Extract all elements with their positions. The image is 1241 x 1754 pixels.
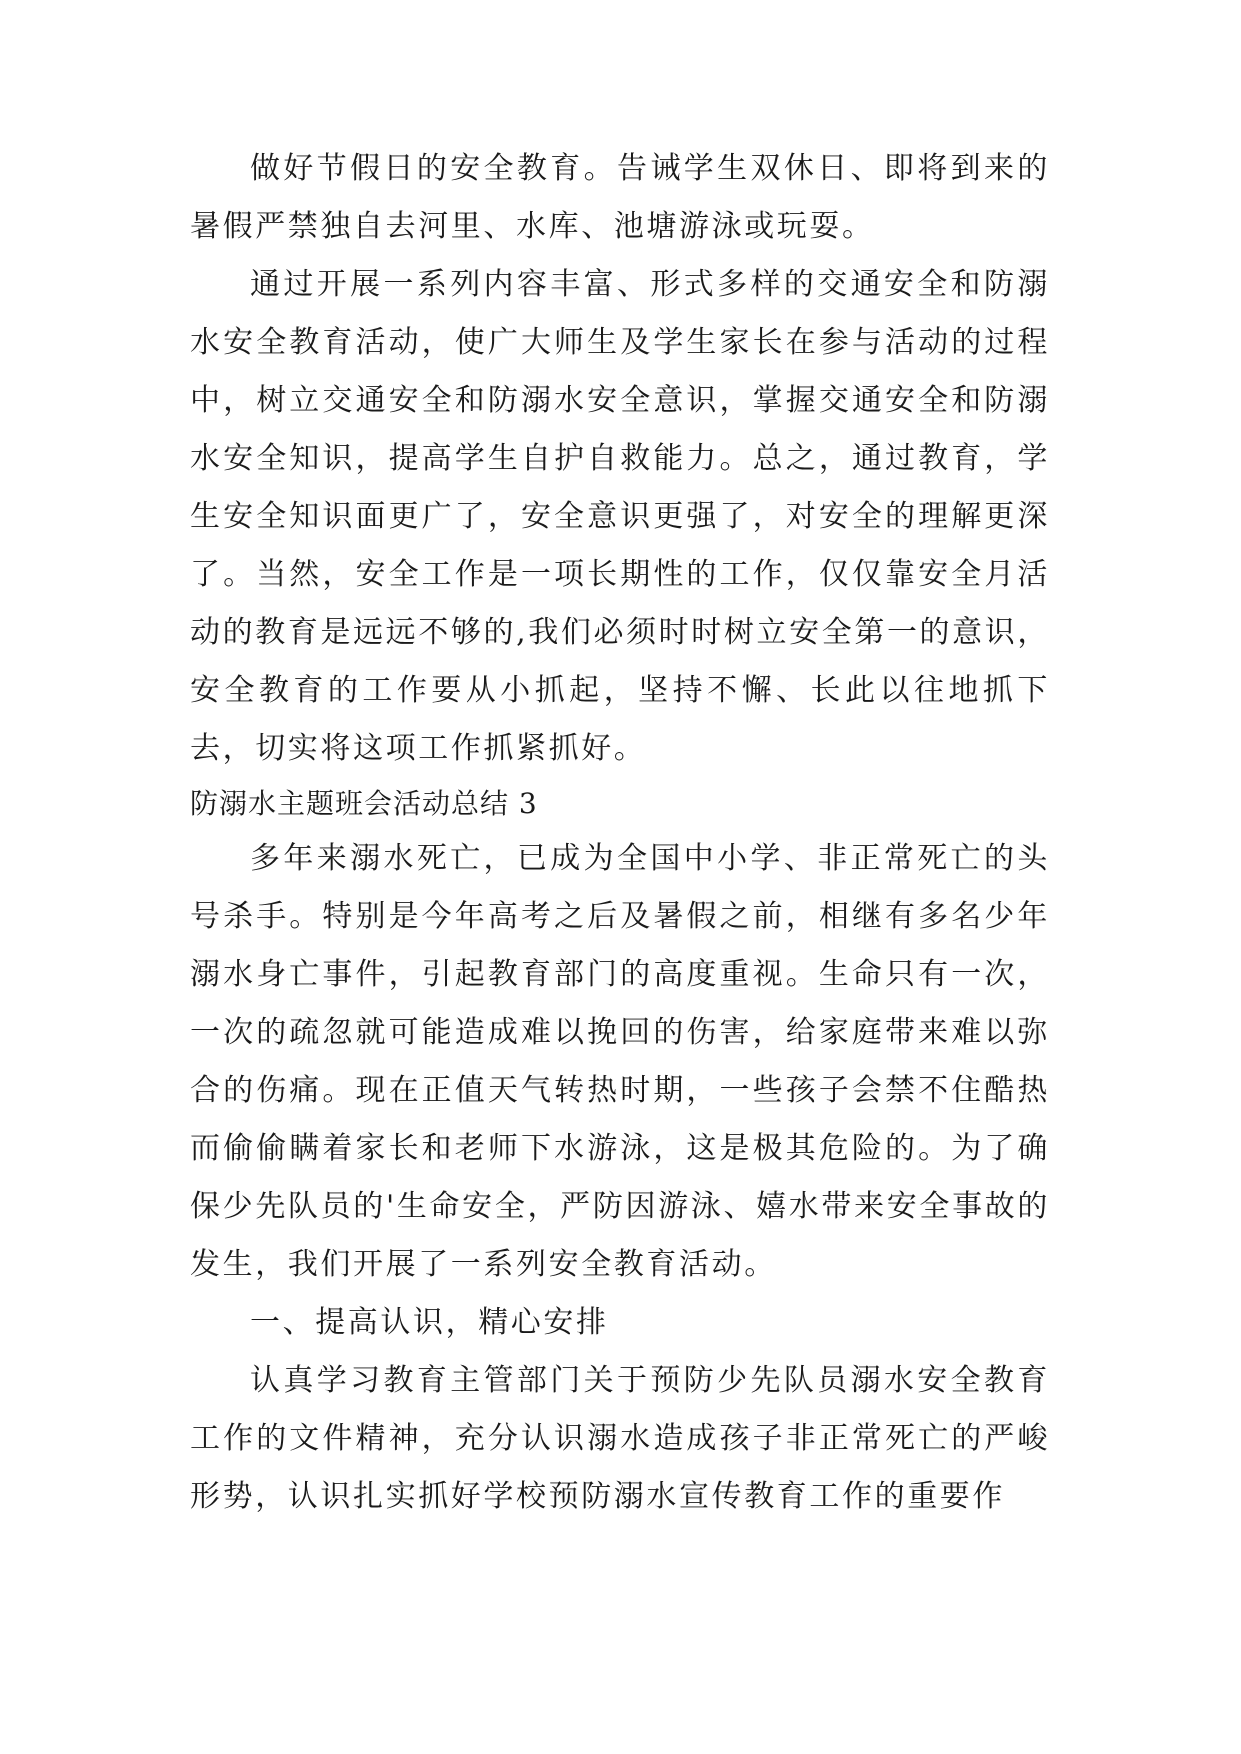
- body-paragraph: 通过开展一系列内容丰富、形式多样的交通安全和防溺水安全教育活动，使广大师生及学生家长在参与活动的过程中，树立交通安全和防溺水安全意识，掌握交通安全和防溺水安全知识，提高学生自护自救能力。总之，通过教育，学生安全知识面更广了，安全意识更强了，对安全的理解更深了。当然，安全工作是一项长期性的工作，仅仅靠安全月活动的教育是远远不够的,我们必须时时树立安全第一的意识，安全教育的工作要从小抓起，坚持不懈、长此以往地抓下去，切实将这项工作抓紧抓好。: [190, 267, 1050, 766]
- section-title: 防溺水主题班会活动总结 3: [190, 787, 538, 820]
- body-paragraph: 多年来溺水死亡，已成为全国中小学、非正常死亡的头号杀手。特别是今年高考之后及暑假之前，相继有多名少年溺水身亡事件，引起教育部门的高度重视。生命只有一次，一次的疏忽就可能造成难以挽回的伤害，给家庭带来难以弥合的伤痛。现在正值天气转热时期，一些孩子会禁不住酷热而偷偷瞒着家长和老师下水游泳，这是极其危险的。为了确保少先队员的'生命安全，严防因游泳、嬉水带来安全事故的发生，我们开展了一系列安全教育活动。: [190, 841, 1050, 1282]
- body-paragraph: 做好节假日的安全教育。告诫学生双休日、即将到来的暑假严禁独自去河里、水库、池塘游泳或玩耍。: [190, 151, 1050, 244]
- document-page: [190, 140, 1050, 1526]
- subheading: 一、提高认识，精心安排: [250, 1305, 609, 1340]
- body-paragraph: 认真学习教育主管部门关于预防少先队员溺水安全教育工作的文件精神，充分认识溺水造成孩子非正常死亡的严峻形势，认识扎实抓好学校预防溺水宣传教育工作的重要作: [190, 1363, 1050, 1514]
